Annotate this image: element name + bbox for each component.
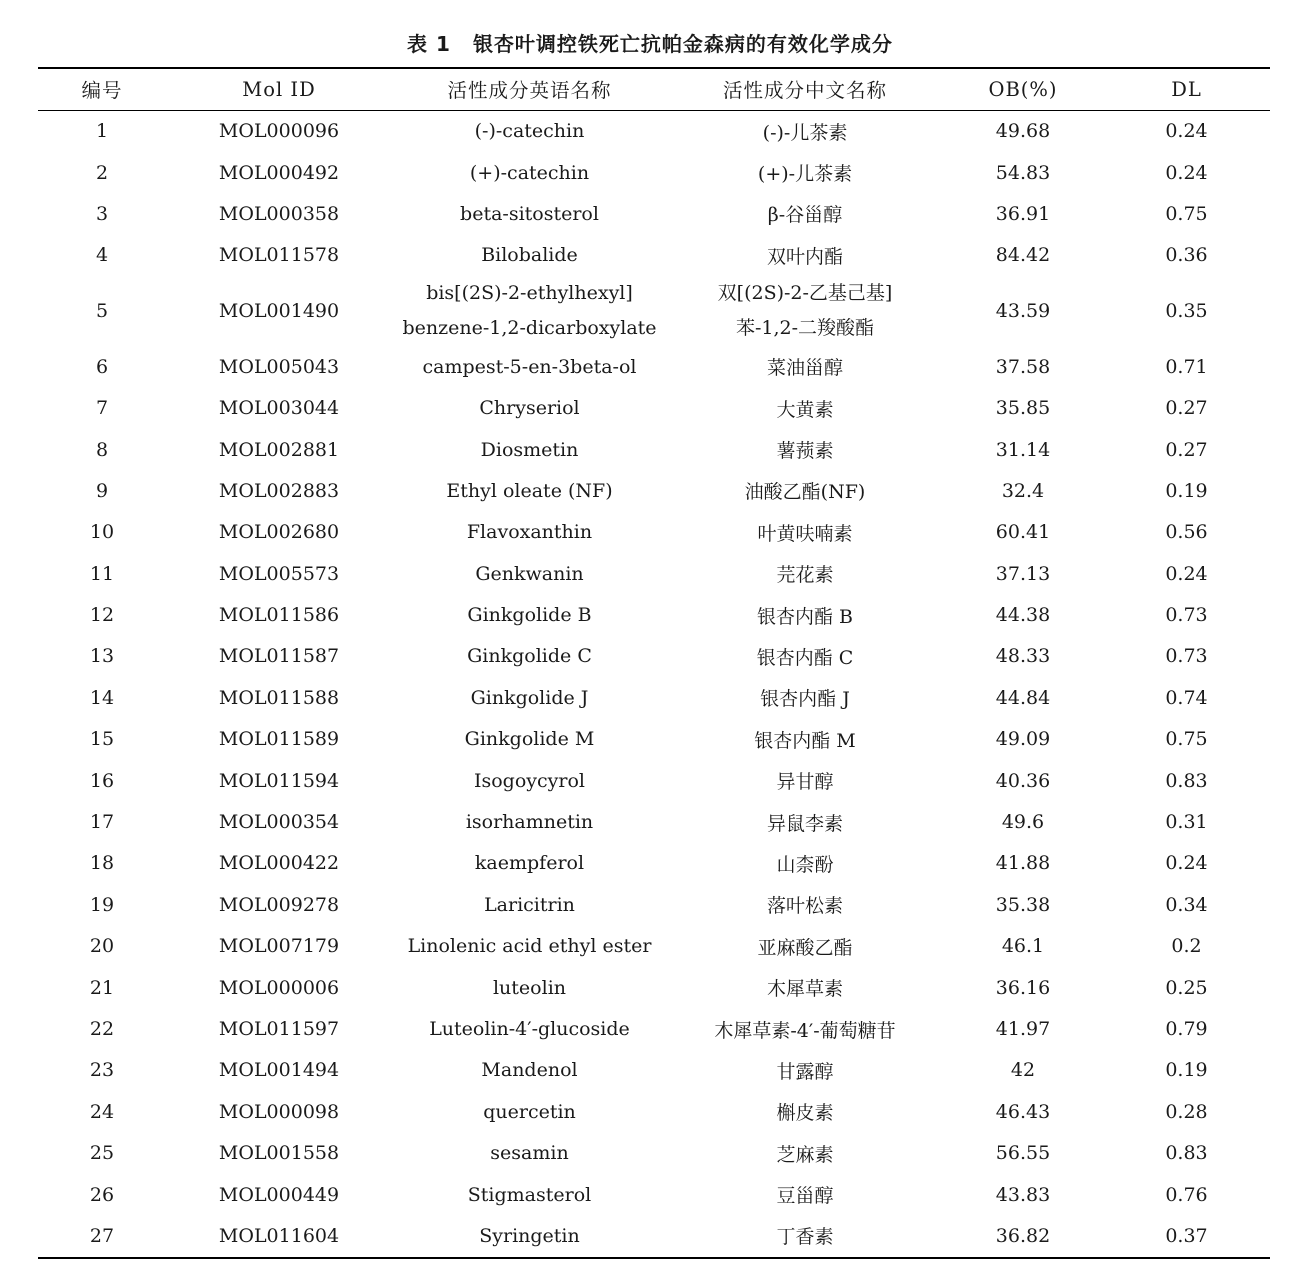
cell-dl: 0.24 [1165, 161, 1208, 184]
cell-chinese-name: 双叶内酯 [766, 245, 843, 268]
cell-line: bis[(2S)-2-ethylhexyl] [426, 282, 633, 305]
cell-mol-id: MOL011587 [218, 645, 340, 668]
cell-ob: 46.43 [995, 1100, 1051, 1123]
cell-ob: 49.09 [995, 728, 1051, 751]
cell-mol-id: MOL001490 [218, 299, 340, 322]
header-chinese-name: 活性成分中文名称 [667, 68, 943, 110]
cell-dl: 0.27 [1165, 397, 1208, 420]
cell-mol-id: MOL011604 [166, 1215, 392, 1257]
cell-english-name: campest-5-en-3beta-ol [422, 355, 637, 378]
cell-chinese-name: 木犀草素-4′-葡萄糖苷 [714, 1019, 896, 1042]
cell-number: 16 [89, 769, 115, 792]
table-row [38, 193, 1270, 234]
table-row [38, 276, 1270, 346]
cell-ob: 49.68 [995, 120, 1051, 143]
cell-number: 25 [89, 1142, 115, 1165]
table-row [38, 801, 1270, 842]
cell-ob: 37.13 [995, 562, 1051, 585]
cell-chinese-name: 银杏内酯 B [756, 605, 853, 628]
cell-number: 19 [89, 893, 115, 916]
table-row [38, 1050, 1270, 1091]
cell-mol-id: MOL009278 [218, 893, 340, 916]
cell-dl: 0.27 [1165, 438, 1208, 461]
table-row [38, 1215, 1270, 1257]
table-label: 表 1 [407, 32, 451, 56]
cell-english-name: Chryseriol [479, 397, 580, 420]
cell-number: 27 [38, 1215, 166, 1257]
cell-mol-id: MOL011594 [218, 769, 340, 792]
cell-dl: 0.35 [1165, 299, 1208, 322]
cell-ob: 43.59 [995, 299, 1051, 322]
cell-chinese-name: 豆甾醇 [776, 1185, 834, 1208]
cell-mol-id: MOL000492 [218, 161, 340, 184]
cell-chinese-name: 芝麻素 [776, 1143, 834, 1166]
cell-mol-id: MOL003044 [218, 397, 340, 420]
cell-english-name: Syringetin [392, 1215, 667, 1257]
table-title: 银杏叶调控铁死亡抗帕金森病的有效化学成分 [472, 32, 893, 56]
table-row [38, 235, 1270, 276]
cell-chinese-name: 薯蓣素 [776, 440, 834, 463]
header-english-name: 活性成分英语名称 [392, 68, 667, 110]
cell-ob: 49.6 [1001, 811, 1045, 834]
table-row [38, 967, 1270, 1008]
cell-chinese-name: 山柰酚 [776, 853, 834, 876]
table-row [38, 636, 1270, 677]
cell-chinese-name: 大黄素 [776, 398, 834, 421]
cell-dl: 0.75 [1165, 202, 1208, 225]
cell-english-name: Mandenol [481, 1059, 578, 1082]
cell-ob: 54.83 [995, 161, 1051, 184]
cell-mol-id: MOL002680 [218, 521, 340, 544]
cell-chinese-name: 异鼠李素 [766, 812, 843, 835]
table-row [38, 1091, 1270, 1132]
cell-mol-id: MOL011578 [218, 244, 340, 267]
cell-number: 13 [89, 645, 115, 668]
cell-mol-id: MOL005043 [218, 355, 340, 378]
table-row [38, 760, 1270, 801]
cell-english-name: Flavoxanthin [466, 521, 593, 544]
cell-dl: 0.34 [1165, 893, 1208, 916]
table-row [38, 110, 1270, 152]
cell-chinese-name: 油酸乙酯(NF) [744, 481, 866, 504]
cell-english-name: Luteolin-4′-glucoside [429, 1018, 630, 1040]
cell-ob: 36.16 [995, 976, 1051, 999]
cell-dl: 0.31 [1165, 811, 1208, 834]
cell-ob: 84.42 [995, 244, 1051, 267]
cell-english-name: sesamin [490, 1142, 569, 1165]
cell-dl: 0.24 [1165, 562, 1208, 585]
cell-english-name: quercetin [483, 1100, 576, 1123]
cell-ob: 32.4 [1001, 479, 1045, 502]
cell-line: benzene-1,2-dicarboxylate [402, 317, 657, 340]
cell-ob: 35.38 [995, 893, 1051, 916]
cell-dl: 0.76 [1165, 1183, 1208, 1206]
cell-english-name: (-)-catechin [474, 120, 585, 143]
table-row [38, 387, 1270, 428]
cell-dl: 0.75 [1165, 728, 1208, 751]
cell-english-name: Bilobalide [481, 244, 578, 267]
cell-dl: 0.36 [1165, 244, 1208, 267]
cell-english-name: Ginkgolide M [464, 728, 595, 751]
header-row [38, 68, 1270, 110]
cell-ob: 37.58 [995, 355, 1051, 378]
cell-english-name: Diosmetin [480, 438, 579, 461]
cell-chinese-name: 银杏内酯 M [754, 729, 856, 752]
cell-chinese-name: 叶黄呋喃素 [757, 522, 853, 545]
header-dl: DL [1103, 68, 1270, 110]
cell-number: 23 [89, 1059, 115, 1082]
cell-mol-id: MOL000354 [218, 811, 340, 834]
table-row [38, 429, 1270, 470]
cell-ob: 41.88 [995, 852, 1051, 875]
cell-chinese-name: 亚麻酸乙酯 [757, 936, 853, 959]
cell-chinese-name: (+)-儿茶素 [757, 163, 853, 186]
cell-number: 24 [89, 1100, 115, 1123]
cell-number: 22 [89, 1018, 115, 1040]
cell-english-name: kaempferol [474, 852, 585, 875]
cell-dl: 0.19 [1165, 479, 1208, 502]
table-row [38, 553, 1270, 594]
cell-line: 双[(2S)-2-乙基己基] [717, 282, 893, 305]
cell-ob: 46.1 [1001, 935, 1045, 958]
cell-ob: 31.14 [995, 438, 1051, 461]
cell-ob: 40.36 [995, 769, 1051, 792]
cell-number: 4 [95, 244, 109, 267]
cell-english-name: Ethyl oleate (NF) [446, 479, 613, 502]
cell-number: 1 [95, 120, 109, 143]
cell-mol-id: MOL002881 [218, 438, 340, 461]
cell-mol-id: MOL000006 [218, 976, 340, 999]
cell-number: 3 [95, 202, 109, 225]
table-row [38, 1174, 1270, 1215]
cell-number: 17 [89, 811, 115, 834]
cell-dl: 0.24 [1165, 852, 1208, 875]
cell-dl: 0.28 [1165, 1100, 1208, 1123]
cell-dl: 0.25 [1165, 976, 1208, 999]
cell-mol-id: MOL011589 [218, 728, 340, 751]
cell-number: 20 [89, 935, 115, 958]
table-row [38, 884, 1270, 925]
cell-number: 6 [95, 355, 109, 378]
cell-dl: 0.73 [1165, 645, 1208, 668]
cell-line: 苯-1,2-二羧酸酯 [735, 317, 875, 340]
table-row [38, 677, 1270, 718]
cell-dl: 0.73 [1165, 604, 1208, 627]
table-row [38, 470, 1270, 511]
cell-chinese-name: 木犀草素 [766, 978, 843, 1001]
cell-mol-id: MOL000098 [218, 1100, 340, 1123]
table-row [38, 346, 1270, 387]
cell-mol-id: MOL011586 [218, 604, 340, 627]
cell-ob: 43.83 [995, 1183, 1051, 1206]
cell-number: 7 [95, 397, 109, 420]
cell-english-name: luteolin [492, 976, 567, 999]
cell-chinese-name: 异甘醇 [776, 771, 834, 794]
cell-mol-id: MOL000358 [218, 202, 340, 225]
cell-ob: 48.33 [995, 645, 1051, 668]
table-row [38, 843, 1270, 884]
cell-dl: 0.83 [1165, 769, 1208, 792]
cell-chinese-name [667, 276, 943, 346]
cell-ob: 42 [1010, 1059, 1036, 1082]
cell-number: 11 [89, 562, 115, 585]
cell-english-name: Stigmasterol [467, 1183, 592, 1206]
cell-chinese-name: 银杏内酯 C [756, 646, 854, 669]
table-row [38, 1132, 1270, 1173]
cell-english-name: Isogoycyrol [473, 769, 585, 792]
cell-english-name: Laricitrin [484, 893, 575, 916]
cell-english-name: Genkwanin [475, 562, 584, 585]
table-header [38, 68, 1270, 110]
cell-english-name: Ginkgolide C [467, 645, 592, 668]
table-row [38, 926, 1270, 967]
cell-mol-id: MOL007179 [218, 935, 340, 958]
table-caption [0, 28, 1300, 57]
cell-chinese-name: 甘露醇 [776, 1060, 834, 1083]
cell-ob: 41.97 [995, 1018, 1051, 1040]
table-row [38, 719, 1270, 760]
cell-number: 26 [89, 1183, 115, 1206]
cell-dl: 0.19 [1165, 1059, 1208, 1082]
cell-mol-id: MOL000449 [218, 1183, 340, 1206]
cell-mol-id: MOL011597 [218, 1018, 340, 1040]
cell-chinese-name: β-谷甾醇 [767, 204, 843, 227]
cell-dl: 0.79 [1165, 1018, 1208, 1040]
cell-mol-id: MOL002883 [218, 479, 340, 502]
header-mol-id: Mol ID [166, 68, 392, 110]
cell-ob: 35.85 [995, 397, 1051, 420]
cell-english-name: isorhamnetin [465, 811, 594, 834]
cell-english-name: Ginkgolide B [467, 604, 592, 627]
header-number: 编号 [38, 68, 166, 110]
table-row [38, 1008, 1270, 1049]
cell-chinese-name: 银杏内酯 J [760, 688, 850, 711]
compounds-table [38, 67, 1270, 1259]
cell-ob: 36.91 [995, 202, 1051, 225]
cell-number: 18 [89, 852, 115, 875]
cell-mol-id: MOL005573 [218, 562, 340, 585]
cell-number: 5 [95, 299, 109, 322]
cell-ob: 56.55 [995, 1142, 1051, 1165]
cell-english-name: Ginkgolide J [470, 686, 589, 709]
cell-mol-id: MOL001494 [218, 1059, 340, 1082]
cell-dl: 0.83 [1165, 1142, 1208, 1165]
cell-chinese-name: 槲皮素 [776, 1102, 834, 1125]
cell-chinese-name: 落叶松素 [766, 895, 843, 918]
cell-dl: 0.37 [1103, 1215, 1270, 1257]
cell-mol-id: MOL001558 [218, 1142, 340, 1165]
cell-chinese-name: 菜油甾醇 [766, 357, 843, 380]
cell-ob: 36.82 [943, 1215, 1103, 1257]
cell-number: 8 [95, 438, 109, 461]
cell-number: 2 [95, 161, 109, 184]
cell-number: 12 [89, 604, 115, 627]
table-row [38, 512, 1270, 553]
cell-mol-id: MOL011588 [218, 686, 340, 709]
cell-english-name [392, 276, 667, 346]
cell-number: 14 [89, 686, 115, 709]
cell-dl: 0.74 [1165, 686, 1208, 709]
cell-chinese-name: (-)-儿茶素 [762, 121, 848, 144]
cell-mol-id: MOL000422 [218, 852, 340, 875]
cell-chinese-name: 芫花素 [776, 564, 834, 587]
cell-dl: 0.71 [1165, 355, 1208, 378]
cell-english-name: Linolenic acid ethyl ester [407, 935, 652, 958]
cell-mol-id: MOL000096 [218, 120, 340, 143]
cell-number: 9 [95, 479, 109, 502]
cell-dl: 0.56 [1165, 521, 1208, 544]
cell-number: 21 [89, 976, 115, 999]
cell-dl: 0.24 [1165, 120, 1208, 143]
cell-english-name: beta-sitosterol [460, 202, 599, 225]
cell-number: 15 [89, 728, 115, 751]
cell-dl: 0.2 [1171, 935, 1202, 958]
cell-english-name: (+)-catechin [469, 161, 590, 184]
table-row [38, 152, 1270, 193]
header-ob: OB(%) [943, 68, 1103, 110]
table-body [38, 110, 1270, 1258]
table-row [38, 594, 1270, 635]
cell-ob: 44.84 [995, 686, 1051, 709]
cell-chinese-name: 丁香素 [667, 1215, 943, 1257]
cell-number: 10 [89, 521, 115, 544]
cell-ob: 60.41 [995, 521, 1051, 544]
cell-ob: 44.38 [995, 604, 1051, 627]
